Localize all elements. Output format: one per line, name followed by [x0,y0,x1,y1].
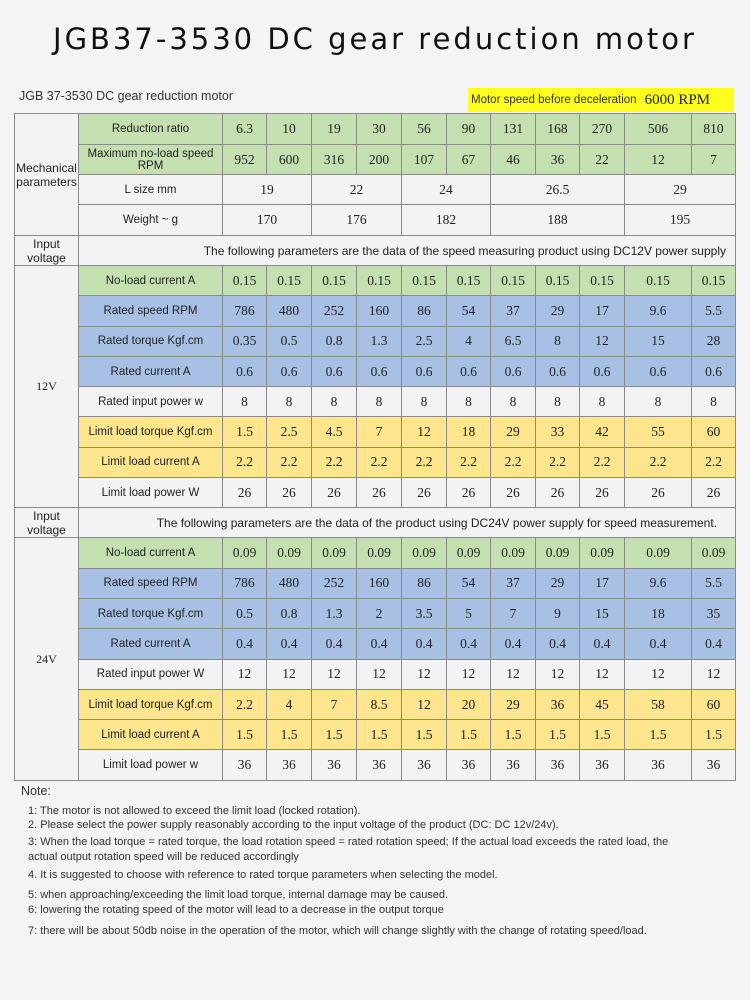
param-value-cell: 26 [692,478,736,508]
weight-label: Weight ~ g [79,205,223,236]
rpm-cell: 107 [402,145,447,175]
param-value-cell: 0.15 [491,266,536,296]
table-row [15,659,736,689]
param-value-cell: 2.2 [312,447,357,477]
param-value-cell: 26 [357,478,402,508]
param-value-cell: 8 [625,387,692,417]
param-value-cell: 29 [491,689,536,719]
weight-cell: 170 [223,205,312,236]
param-value-cell: 4 [267,689,312,719]
param-value-cell: 26 [312,478,357,508]
param-value-cell: 786 [223,568,267,598]
size-cell: 22 [312,175,402,205]
param-value-cell: 1.5 [580,720,625,750]
param-label: Limit load power w [79,750,223,780]
param-value-cell: 29 [491,417,536,447]
v24-input-voltage-label: Input voltage [15,508,79,538]
param-value-cell: 1.3 [312,598,357,628]
param-value-cell: 12 [402,417,447,447]
param-value-cell: 37 [491,568,536,598]
param-value-cell: 26 [625,478,692,508]
param-value-cell: 0.4 [312,629,357,659]
param-value-cell: 0.4 [357,629,402,659]
param-value-cell: 36 [692,750,736,780]
param-value-cell: 36 [580,750,625,780]
param-label: No-load current A [79,266,223,296]
param-value-cell: 15 [580,598,625,628]
param-value-cell: 8 [447,387,491,417]
param-value-cell: 7 [357,417,402,447]
param-value-cell: 2.2 [580,447,625,477]
param-value-cell: 2.2 [267,447,312,477]
weight-cell: 188 [491,205,625,236]
param-value-cell: 0.8 [312,326,357,356]
param-value-cell: 2.2 [491,447,536,477]
param-value-cell: 0.4 [223,629,267,659]
table-row [15,387,736,417]
param-value-cell: 1.3 [357,326,402,356]
param-value-cell: 3.5 [402,598,447,628]
rpm-cell: 36 [536,145,580,175]
table-row [15,629,736,659]
param-label: Rated input power W [79,659,223,689]
param-value-cell: 1.5 [625,720,692,750]
param-value-cell: 0.4 [267,629,312,659]
param-label: Limit load torque Kgf.cm [79,417,223,447]
param-value-cell: 29 [536,568,580,598]
ratio-cell: 168 [536,114,580,145]
table-row [15,478,736,508]
param-value-cell: 36 [402,750,447,780]
param-value-cell: 160 [357,568,402,598]
param-value-cell: 36 [491,750,536,780]
param-value-cell: 0.6 [536,356,580,386]
param-value-cell: 2.5 [267,417,312,447]
param-value-cell: 15 [625,326,692,356]
param-value-cell: 6.5 [491,326,536,356]
table-row [15,417,736,447]
size-cell: 19 [223,175,312,205]
param-value-cell: 36 [223,750,267,780]
weight-cell: 182 [402,205,491,236]
param-value-cell: 1.5 [447,720,491,750]
table-row [15,145,736,175]
param-value-cell: 1.5 [536,720,580,750]
v12-input-voltage-label: Input voltage [15,236,79,266]
param-value-cell: 9.6 [625,568,692,598]
param-value-cell: 1.5 [491,720,536,750]
param-value-cell: 36 [267,750,312,780]
table-row [15,689,736,719]
param-value-cell: 26 [447,478,491,508]
param-value-cell: 786 [223,296,267,326]
param-label: Limit load power W [79,478,223,508]
rpm-cell: 46 [491,145,536,175]
param-value-cell: 1.5 [223,720,267,750]
table-row [15,720,736,750]
param-value-cell: 36 [312,750,357,780]
ratio-cell: 810 [692,114,736,145]
table-row [15,175,736,205]
param-label: Rated input power w [79,387,223,417]
param-value-cell: 480 [267,568,312,598]
table-row [15,508,736,538]
note-item: 4. It is suggested to choose with reference to rated torque parameters when selecting the model. [28,869,498,881]
param-value-cell: 0.15 [223,266,267,296]
param-value-cell: 33 [536,417,580,447]
param-value-cell: 5.5 [692,568,736,598]
param-value-cell: 8.5 [357,689,402,719]
param-value-cell: 8 [491,387,536,417]
param-value-cell: 5 [447,598,491,628]
max-rpm-label: Maximum no-load speed RPM [79,145,223,175]
param-value-cell: 0.4 [491,629,536,659]
table-row [15,236,736,266]
param-value-cell: 9.6 [625,296,692,326]
note-item: 3: When the load torque = rated torque, the load rotation speed = rated rotation speed; If the actual load exceeds the rated load, the [28,836,669,848]
param-value-cell: 12 [447,659,491,689]
param-value-cell: 0.15 [357,266,402,296]
param-value-cell: 2.2 [223,689,267,719]
param-value-cell: 0.15 [625,266,692,296]
param-value-cell: 480 [267,296,312,326]
param-value-cell: 12 [402,659,447,689]
ratio-cell: 10 [267,114,312,145]
param-value-cell: 252 [312,296,357,326]
table-row [15,447,736,477]
param-value-cell: 1.5 [402,720,447,750]
param-value-cell: 35 [692,598,736,628]
param-value-cell: 0.6 [692,356,736,386]
param-value-cell: 160 [357,296,402,326]
param-value-cell: 2.2 [536,447,580,477]
size-cell: 26.5 [491,175,625,205]
speed-note-value: 6000 RPM [644,91,711,108]
param-value-cell: 54 [447,568,491,598]
rpm-cell: 316 [312,145,357,175]
note-item: 7: there will be about 50db noise in the operation of the motor, which will change slightly with the change of rotating speed/load. [28,925,647,937]
table-row [15,296,736,326]
param-value-cell: 2.2 [447,447,491,477]
param-value-cell: 26 [402,478,447,508]
param-value-cell: 86 [402,568,447,598]
rpm-cell: 7 [692,145,736,175]
param-value-cell: 28 [692,326,736,356]
param-value-cell: 8 [580,387,625,417]
param-value-cell: 0.09 [536,538,580,568]
param-value-cell: 12 [692,659,736,689]
v12-info-text: The following parameters are the data of the speed measuring product using DC12V power supply [79,236,736,266]
param-value-cell: 18 [625,598,692,628]
rpm-cell: 200 [357,145,402,175]
param-value-cell: 12 [312,659,357,689]
param-value-cell: 0.09 [223,538,267,568]
param-value-cell: 36 [357,750,402,780]
param-value-cell: 0.6 [491,356,536,386]
param-value-cell: 0.6 [312,356,357,386]
ratio-cell: 30 [357,114,402,145]
param-value-cell: 0.5 [223,598,267,628]
ratio-cell: 131 [491,114,536,145]
param-value-cell: 26 [267,478,312,508]
table-row [15,356,736,386]
param-label: Rated torque Kgf.cm [79,326,223,356]
param-value-cell: 8 [536,387,580,417]
param-value-cell: 12 [491,659,536,689]
param-value-cell: 0.09 [580,538,625,568]
size-cell: 24 [402,175,491,205]
param-value-cell: 26 [223,478,267,508]
table-row [15,114,736,145]
l-size-label: L size mm [79,175,223,205]
param-label: Rated current A [79,356,223,386]
rpm-cell: 12 [625,145,692,175]
param-value-cell: 1.5 [267,720,312,750]
param-value-cell: 9 [536,598,580,628]
param-value-cell: 5.5 [692,296,736,326]
param-value-cell: 8 [267,387,312,417]
param-value-cell: 0.6 [267,356,312,386]
param-value-cell: 0.4 [625,629,692,659]
param-label: No-load current A [79,538,223,568]
rpm-cell: 67 [447,145,491,175]
param-value-cell: 29 [536,296,580,326]
note-item: 6: lowering the rotating speed of the motor will lead to a decrease in the output torque [28,904,444,916]
param-value-cell: 12 [357,659,402,689]
product-subtitle: JGB 37-3530 DC gear reduction motor [19,89,233,103]
note-item: actual output rotation speed will be reduced accordingly [28,851,299,863]
table-row [15,326,736,356]
param-value-cell: 0.6 [447,356,491,386]
param-label: Rated current A [79,629,223,659]
param-value-cell: 2 [357,598,402,628]
param-value-cell: 60 [692,689,736,719]
param-value-cell: 12 [580,659,625,689]
param-value-cell: 0.4 [536,629,580,659]
param-value-cell: 2.5 [402,326,447,356]
param-value-cell: 0.35 [223,326,267,356]
notes-section [14,784,735,944]
param-label: Limit load torque Kgf.cm [79,689,223,719]
param-value-cell: 36 [536,689,580,719]
param-value-cell: 1.5 [312,720,357,750]
param-value-cell: 8 [357,387,402,417]
param-value-cell: 0.09 [491,538,536,568]
weight-cell: 195 [625,205,736,236]
param-value-cell: 18 [447,417,491,447]
ratio-cell: 270 [580,114,625,145]
param-value-cell: 0.6 [223,356,267,386]
note-item: 2. Please select the power supply reasonably according to the input voltage of the product (DC: DC 12v/24v). [28,819,559,831]
param-value-cell: 0.09 [357,538,402,568]
param-value-cell: 2.2 [223,447,267,477]
param-value-cell: 4.5 [312,417,357,447]
rpm-cell: 22 [580,145,625,175]
table-row [15,205,736,236]
param-value-cell: 26 [491,478,536,508]
param-value-cell: 0.09 [692,538,736,568]
param-value-cell: 0.09 [267,538,312,568]
param-value-cell: 12 [402,689,447,719]
param-value-cell: 1.5 [692,720,736,750]
param-value-cell: 2.2 [692,447,736,477]
param-value-cell: 0.09 [312,538,357,568]
notes-header: Note: [21,784,51,798]
param-value-cell: 12 [267,659,312,689]
param-value-cell: 54 [447,296,491,326]
param-label: Limit load current A [79,447,223,477]
ratio-cell: 6.3 [223,114,267,145]
param-value-cell: 2.2 [625,447,692,477]
param-value-cell: 0.6 [625,356,692,386]
param-value-cell: 12 [223,659,267,689]
reduction-ratio-label: Reduction ratio [79,114,223,145]
ratio-cell: 90 [447,114,491,145]
speed-before-deceleration-badge [468,88,734,112]
speed-note-label: Motor speed before deceleration [471,94,637,106]
param-value-cell: 12 [625,659,692,689]
param-value-cell: 1.5 [223,417,267,447]
param-value-cell: 55 [625,417,692,447]
param-value-cell: 58 [625,689,692,719]
param-label: Limit load current A [79,720,223,750]
mechanical-params-header: Mechanical parameters [15,114,79,236]
param-value-cell: 8 [692,387,736,417]
table-row [15,266,736,296]
weight-cell: 176 [312,205,402,236]
param-value-cell: 4 [447,326,491,356]
ratio-cell: 506 [625,114,692,145]
param-value-cell: 0.09 [625,538,692,568]
param-value-cell: 0.15 [402,266,447,296]
param-value-cell: 17 [580,296,625,326]
param-value-cell: 12 [580,326,625,356]
param-value-cell: 8 [312,387,357,417]
param-value-cell: 8 [223,387,267,417]
param-value-cell: 36 [536,750,580,780]
param-value-cell: 12 [536,659,580,689]
param-value-cell: 0.6 [402,356,447,386]
param-value-cell: 0.15 [536,266,580,296]
param-value-cell: 2.2 [402,447,447,477]
table-row [15,598,736,628]
param-value-cell: 0.4 [402,629,447,659]
param-value-cell: 37 [491,296,536,326]
param-value-cell: 0.15 [580,266,625,296]
param-value-cell: 45 [580,689,625,719]
size-cell: 29 [625,175,736,205]
v12-voltage-label: 12V [15,266,79,508]
ratio-cell: 56 [402,114,447,145]
param-value-cell: 0.6 [580,356,625,386]
param-value-cell: 7 [312,689,357,719]
rpm-cell: 600 [267,145,312,175]
param-value-cell: 0.4 [580,629,625,659]
param-value-cell: 0.09 [402,538,447,568]
param-value-cell: 0.5 [267,326,312,356]
param-value-cell: 42 [580,417,625,447]
param-value-cell: 0.4 [447,629,491,659]
param-value-cell: 20 [447,689,491,719]
param-value-cell: 0.15 [267,266,312,296]
param-value-cell: 26 [536,478,580,508]
rpm-cell: 952 [223,145,267,175]
param-value-cell: 0.6 [357,356,402,386]
v24-info-text: The following parameters are the data of the product using DC24V power supply for speed measurement. [79,508,736,538]
param-value-cell: 8 [402,387,447,417]
param-value-cell: 7 [491,598,536,628]
ratio-cell: 19 [312,114,357,145]
table-row [15,538,736,568]
param-value-cell: 86 [402,296,447,326]
param-value-cell: 0.15 [447,266,491,296]
table-row [15,750,736,780]
v24-voltage-label: 24V [15,538,79,780]
page-title: JGB37-3530 DC gear reduction motor [53,22,697,56]
param-value-cell: 17 [580,568,625,598]
note-item: 1: The motor is not allowed to exceed the limit load (locked rotation). [28,805,361,817]
param-value-cell: 0.09 [447,538,491,568]
param-value-cell: 0.15 [312,266,357,296]
param-label: Rated torque Kgf.cm [79,598,223,628]
param-value-cell: 60 [692,417,736,447]
spec-table [14,113,736,781]
param-value-cell: 252 [312,568,357,598]
table-row [15,568,736,598]
param-value-cell: 36 [625,750,692,780]
param-value-cell: 0.4 [692,629,736,659]
param-value-cell: 36 [447,750,491,780]
param-value-cell: 26 [580,478,625,508]
param-value-cell: 0.8 [267,598,312,628]
param-value-cell: 8 [536,326,580,356]
param-value-cell: 0.15 [692,266,736,296]
param-label: Rated speed RPM [79,296,223,326]
param-label: Rated speed RPM [79,568,223,598]
param-value-cell: 2.2 [357,447,402,477]
param-value-cell: 1.5 [357,720,402,750]
note-item: 5: when approaching/exceeding the limit load torque, internal damage may be caused. [28,889,449,901]
